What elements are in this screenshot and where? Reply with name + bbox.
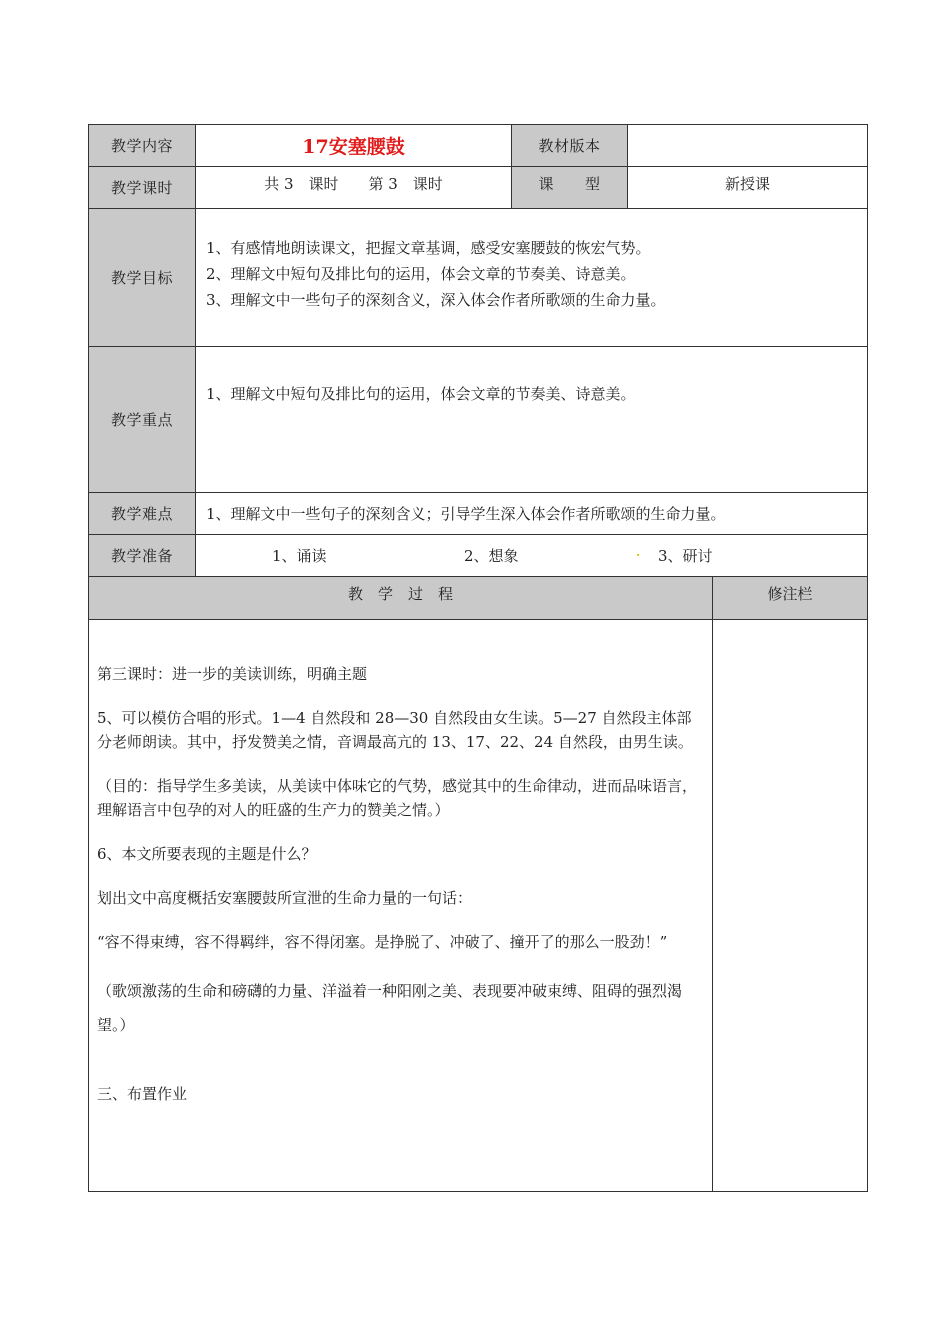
- row-process-body: [89, 620, 868, 1192]
- prep-item: 1、诵读: [272, 547, 327, 565]
- process-paragraph: 三、布置作业: [97, 1085, 188, 1103]
- prep-label: 教学准备: [89, 535, 196, 577]
- lesson-plan-table: [88, 124, 868, 1192]
- focus-text: 1、理解文中短句及排比句的运用，体会文章的节奏美、诗意美。: [196, 347, 868, 493]
- difficulty-label: 教学难点: [89, 493, 196, 535]
- process-paragraph: （目的：指导学生多美读，从美读中体味它的气势，感觉其中的生命律动，进而品味语言，理解语言中包孕的对人的旺盛的生产力的赞美之情。）: [97, 777, 698, 819]
- process-header: 教 学 过 程: [89, 577, 713, 620]
- focus-label: 教学重点: [89, 347, 196, 493]
- prep-item: 3、研讨: [658, 547, 713, 565]
- row-prep: [89, 535, 868, 577]
- edition-label: 教材版本: [512, 125, 628, 167]
- hours-label: 教学课时: [89, 167, 196, 209]
- goal-item: 2、理解文中短句及排比句的运用，体会文章的节奏美、诗意美。: [206, 265, 636, 283]
- goals-label: 教学目标: [89, 209, 196, 347]
- process-paragraph: （歌颂激荡的生命和磅礴的力量、洋溢着一种阳刚之美、表现要冲破束缚、阻碍的强烈渴望。）: [97, 982, 683, 1034]
- edition-value: [628, 125, 868, 167]
- difficulty-text: 1、理解文中一些句子的深刻含义；引导学生深入体会作者所歌颂的生命力量。: [196, 493, 868, 535]
- row-goals: [89, 209, 868, 347]
- prep-item: 2、想象: [464, 547, 519, 565]
- process-body: [89, 620, 713, 1192]
- goal-item: 3、理解文中一些句子的深刻含义，深入体会作者所歌颂的生命力量。: [206, 291, 666, 309]
- content-label: 教学内容: [89, 125, 196, 167]
- prep-list: [196, 545, 867, 566]
- notes-header: 修注栏: [713, 577, 868, 620]
- hours-value: 共 3 课时 第 3 课时: [196, 167, 512, 209]
- prep-cell: [196, 535, 868, 577]
- process-paragraph: “容不得束缚，容不得羁绊，容不得闭塞。是挣脱了、冲破了、撞开了的那么一股劲！”: [97, 933, 668, 951]
- row-difficulty: [89, 493, 868, 535]
- goals-list: [196, 209, 868, 347]
- row-process-header: [89, 577, 868, 620]
- mark-dot: .: [636, 545, 641, 559]
- process-paragraph: 划出文中高度概括安塞腰鼓所宣泄的生命力量的一句话：: [97, 889, 473, 907]
- goal-item: 1、有感情地朗读课文，把握文章基调，感受安塞腰鼓的恢宏气势。: [206, 239, 651, 257]
- lesson-plan-sheet: [88, 124, 867, 1192]
- process-paragraph: 6、本文所要表现的主题是什么？: [97, 845, 317, 863]
- row-focus: [89, 347, 868, 493]
- notes-cell: [713, 620, 868, 1192]
- row-hours: [89, 167, 868, 209]
- lesson-title: 17安塞腰鼓: [196, 125, 512, 167]
- process-paragraph: 第三课时：进一步的美读训练，明确主题: [97, 665, 368, 683]
- process-paragraph: 5、可以模仿合唱的形式。1—4 自然段和 28—30 自然段由女生读。5—27 自然段主体部分老师朗读。其中，抒发赞美之情，音调最高亢的 13、17、22、24 自然段，由男生读。: [97, 709, 693, 751]
- type-value: 新授课: [628, 167, 868, 209]
- row-content: [89, 125, 868, 167]
- type-label: 课 型: [512, 167, 628, 209]
